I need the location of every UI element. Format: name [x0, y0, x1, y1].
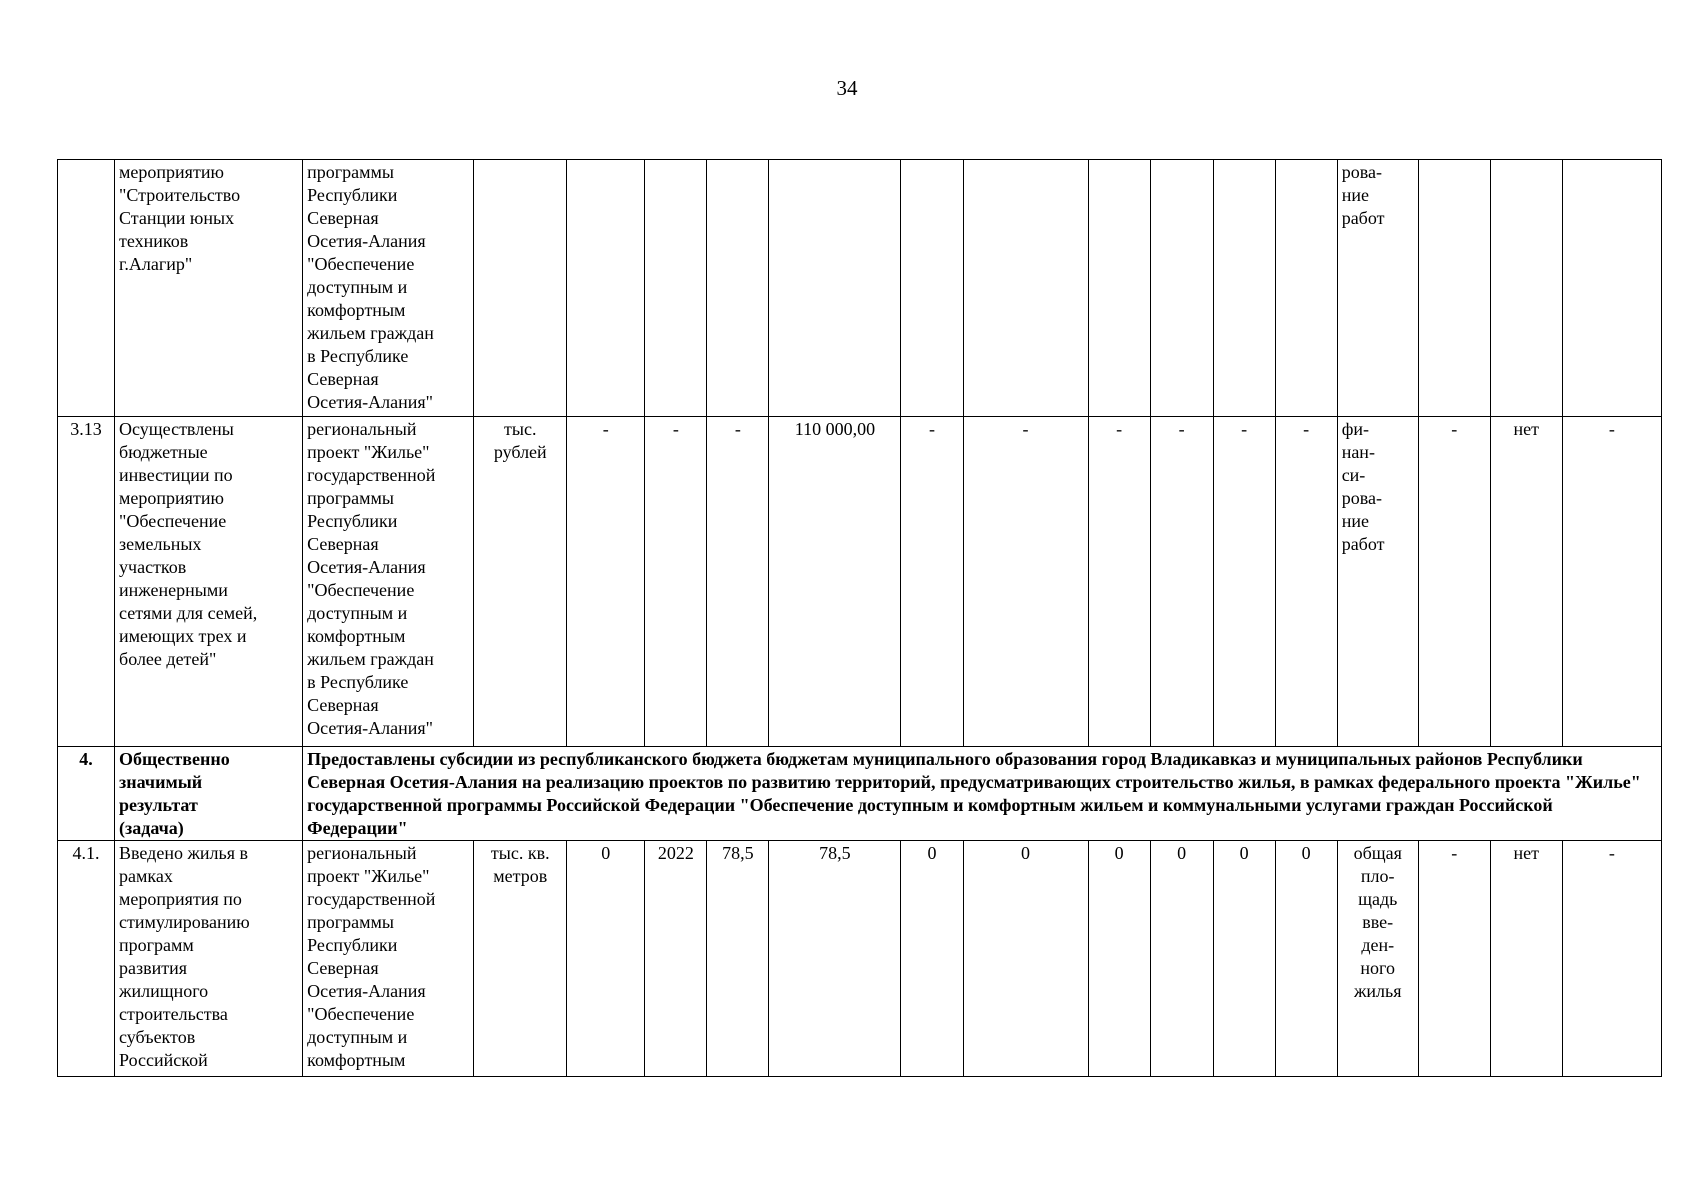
cell-value: 78,5	[707, 841, 769, 1077]
cell-value: -	[707, 417, 769, 747]
cell-num: 3.13	[58, 417, 115, 747]
cell-value	[707, 160, 769, 417]
cell-value: -	[901, 417, 963, 747]
table-row	[58, 160, 1662, 417]
cell-value	[567, 160, 645, 417]
cell-name: Введено жилья в рамках мероприятия по стимулированию программ развития жилищного строительства субъектов Российской	[115, 841, 303, 1077]
indicators-table	[57, 159, 1662, 1077]
cell-value: 0	[1275, 841, 1337, 1077]
cell-value	[769, 160, 901, 417]
cell-value	[963, 160, 1088, 417]
cell-value: 110 000,00	[769, 417, 901, 747]
cell-unit	[474, 160, 567, 417]
cell-method: общая пло- щадь вве- ден- ного жилья	[1337, 841, 1418, 1077]
cell-value: 0	[1213, 841, 1275, 1077]
cell-name: мероприятию "Строительство Станции юных техников г.Алагир"	[115, 160, 303, 417]
cell-extra: -	[1418, 841, 1490, 1077]
cell-source: региональный проект "Жилье" государственной программы Республики Северная Осетия-Алания "Обеспечение доступным и комфортным жильем граждан в Республике Северная Осетия-Алания"	[303, 417, 474, 747]
cell-source: программы Республики Северная Осетия-Алания "Обеспечение доступным и комфортным жильем граждан в Республике Северная Осетия-Алания"	[303, 160, 474, 417]
cell-value: -	[1213, 417, 1275, 747]
page-number: 34	[836, 76, 858, 100]
cell-task-description: Предоставлены субсидии из республиканского бюджета бюджетам муниципального образования город Владикавказ и муниципальных районов Республики Северная Осетия-Алания на реализацию проектов по развитию территорий, предусматривающих строительство жилья, в рамках федерального проекта "Жилье" государственной программы Российской Федерации "Обеспечение доступным и комфортным жильем и коммунальными услугами граждан Российской Федерации"	[303, 747, 1662, 841]
cell-source: региональный проект "Жилье" государственной программы Республики Северная Осетия-Алания "Обеспечение доступным и комфортным	[303, 841, 474, 1077]
cell-extra: нет	[1490, 417, 1562, 747]
cell-unit: тыс. рублей	[474, 417, 567, 747]
cell-value	[1150, 160, 1213, 417]
table-row	[58, 841, 1662, 1077]
cell-value: 0	[901, 841, 963, 1077]
cell-unit: тыс. кв. метров	[474, 841, 567, 1077]
cell-name: Общественно значимый результат (задача)	[115, 747, 303, 841]
cell-num	[58, 160, 115, 417]
table-row	[58, 417, 1662, 747]
cell-value	[901, 160, 963, 417]
cell-extra	[1418, 160, 1490, 417]
cell-num: 4.	[58, 747, 115, 841]
cell-value: 2022	[645, 841, 707, 1077]
cell-name: Осуществлены бюджетные инвестиции по мероприятию "Обеспечение земельных участков инженерными сетями для семей, имеющих трех и более детей"	[115, 417, 303, 747]
cell-extra: нет	[1490, 841, 1562, 1077]
cell-value	[645, 160, 707, 417]
cell-value: -	[963, 417, 1088, 747]
cell-value: -	[1275, 417, 1337, 747]
cell-method: рова- ние работ	[1337, 160, 1418, 417]
cell-extra	[1490, 160, 1562, 417]
cell-extra: -	[1562, 841, 1661, 1077]
cell-value: -	[1088, 417, 1150, 747]
cell-value	[1088, 160, 1150, 417]
cell-extra: -	[1562, 417, 1661, 747]
cell-extra	[1562, 160, 1661, 417]
cell-value	[1275, 160, 1337, 417]
cell-value: 0	[567, 841, 645, 1077]
cell-method: фи- нан- си- рова- ние работ	[1337, 417, 1418, 747]
cell-value: -	[1150, 417, 1213, 747]
cell-value: 0	[963, 841, 1088, 1077]
cell-num: 4.1.	[58, 841, 115, 1077]
cell-value: -	[567, 417, 645, 747]
cell-value	[1213, 160, 1275, 417]
cell-value: -	[645, 417, 707, 747]
cell-value: 0	[1150, 841, 1213, 1077]
table-row-task	[58, 747, 1662, 841]
cell-value: 78,5	[769, 841, 901, 1077]
cell-extra: -	[1418, 417, 1490, 747]
cell-value: 0	[1088, 841, 1150, 1077]
